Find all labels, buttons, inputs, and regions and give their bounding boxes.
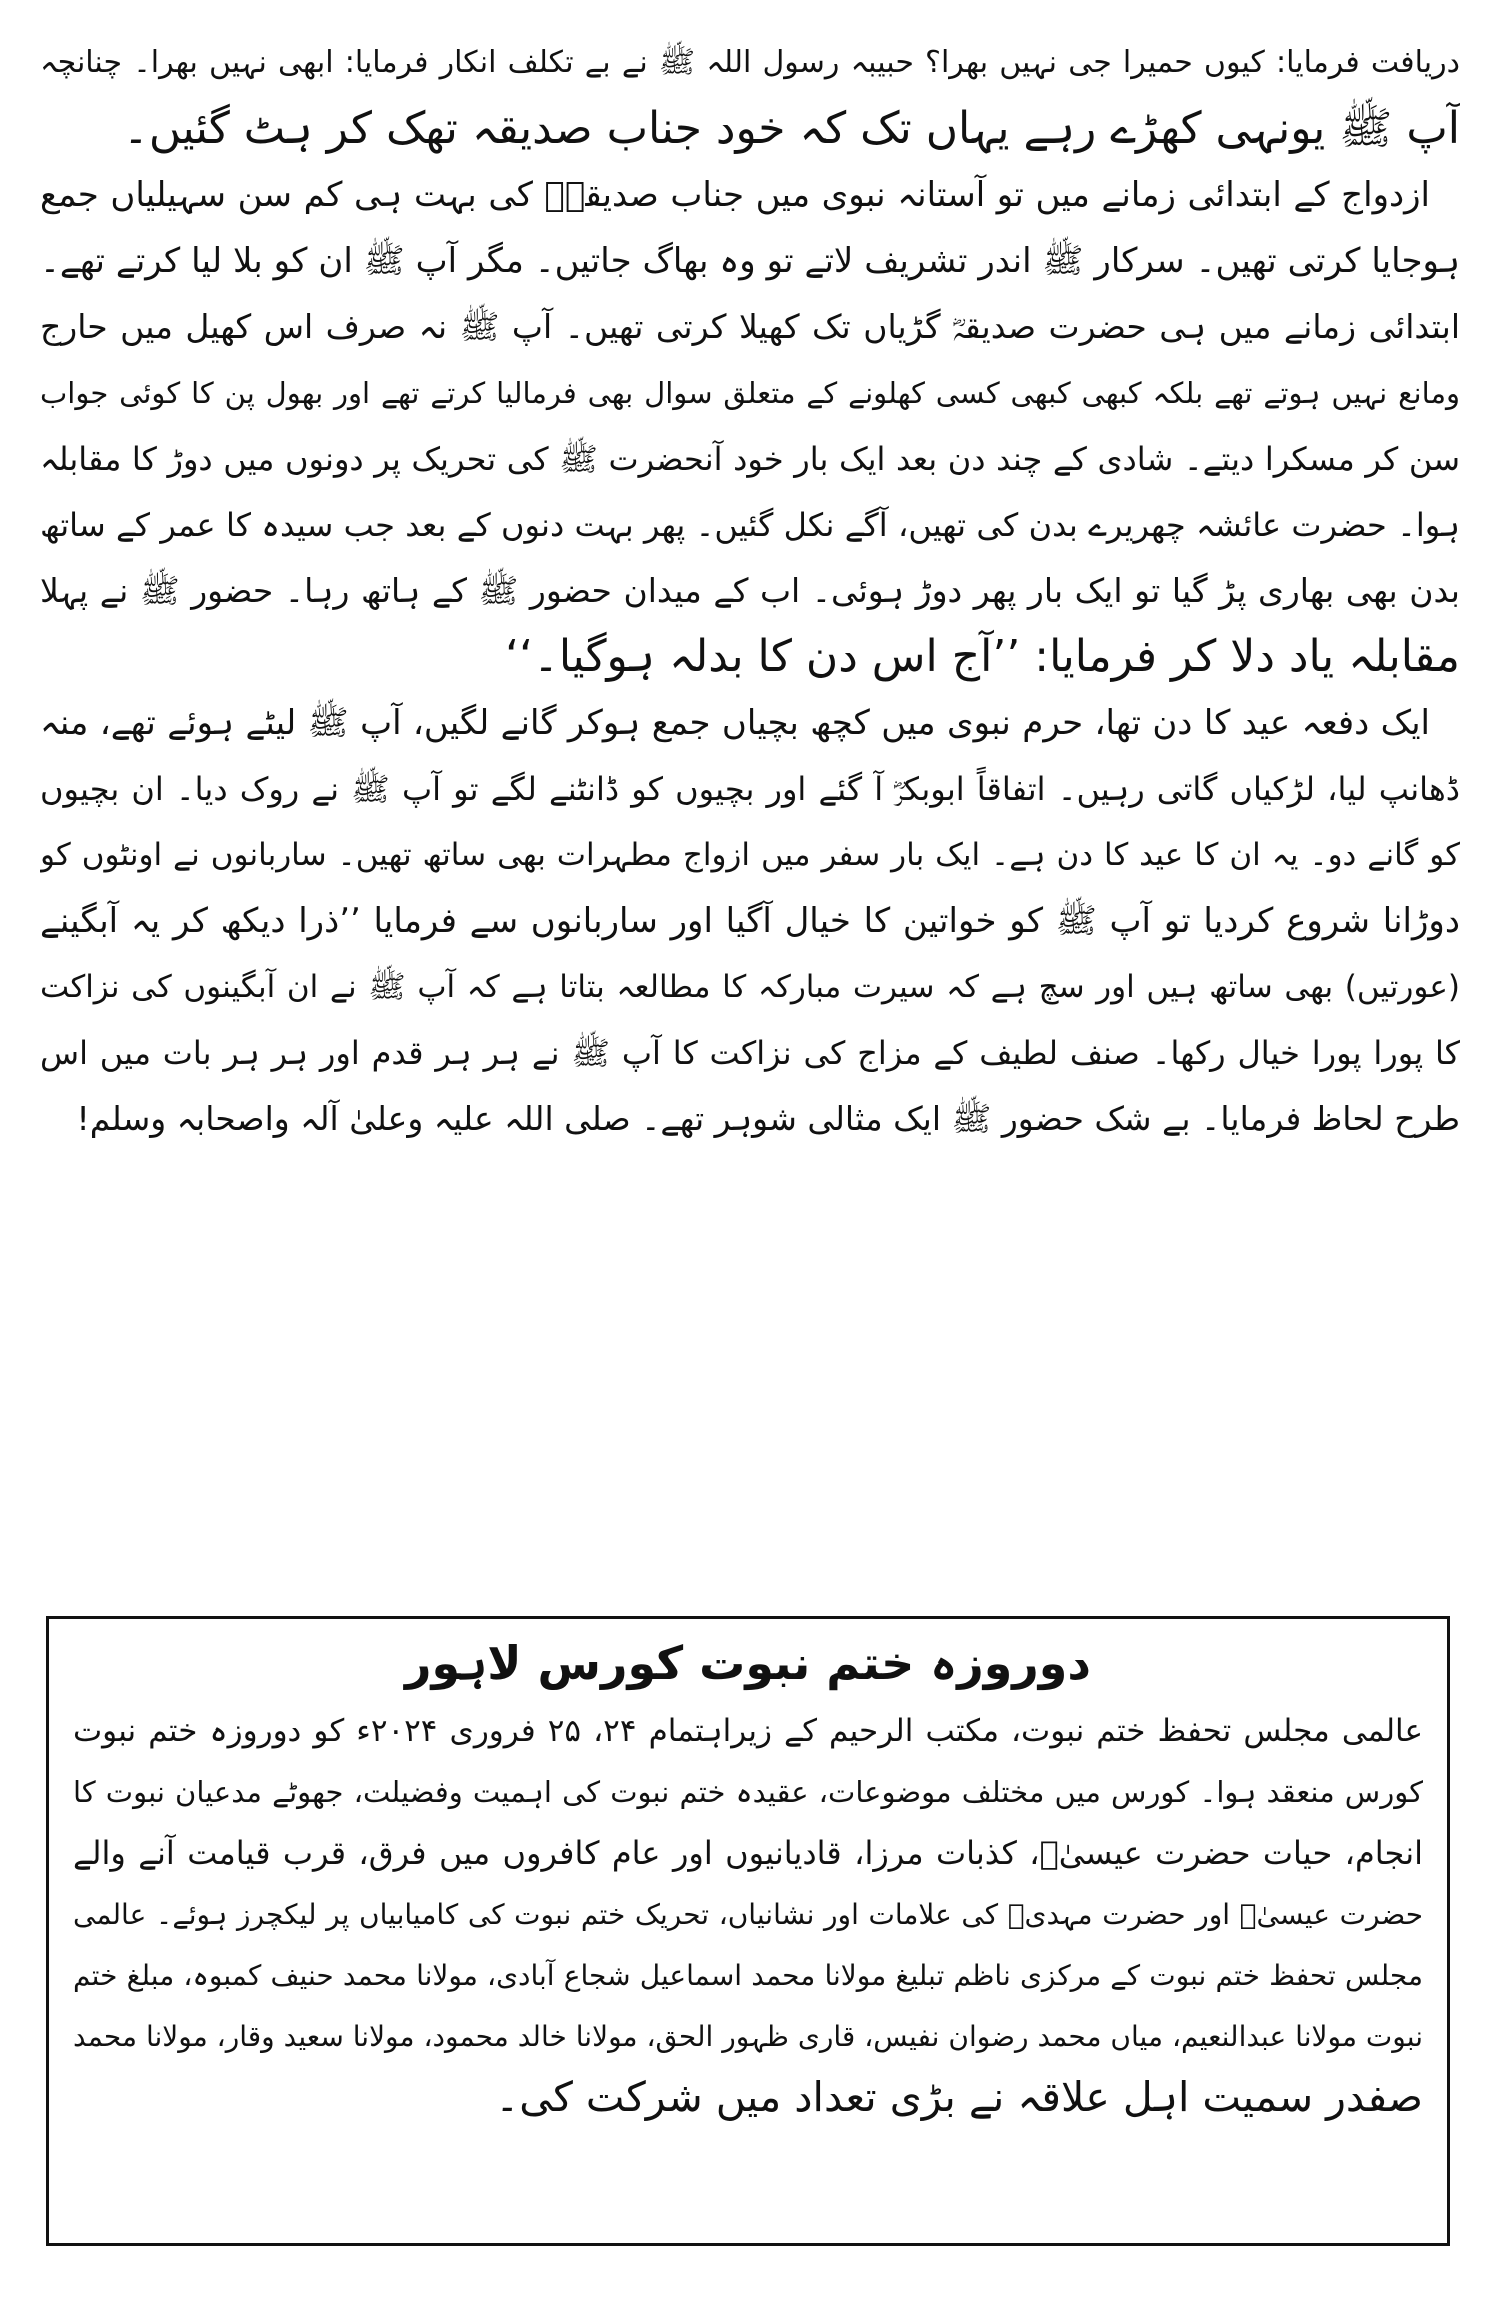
page bbox=[40, 30, 1460, 2270]
text-line: آپ ﷺ یونہی کھڑے رہے یہاں تک کہ خود جناب صدیقہ تھک کر ہٹ گئیں۔ bbox=[123, 103, 1460, 154]
text-line: ڈھانپ لیا، لڑکیاں گاتی رہیں۔ اتفاقاً ابوبکرؓ آ گئے اور بچیوں کو ڈانٹنے لگے تو آپ ﷺ نے روک دیا۔ ان بچیوں bbox=[40, 770, 1460, 808]
text-line: کا پورا پورا خیال رکھا۔ صنف لطیف کے مزاج کی نزاکت کا آپ ﷺ نے ہر ہر قدم اور ہر ہر بات میں اس bbox=[40, 1034, 1460, 1072]
text-line: دوڑانا شروع کردیا تو آپ ﷺ کو خواتین کا خیال آگیا اور ساربانوں سے فرمایا ’’ذرا دیکھ کر یہ آبگینے bbox=[40, 901, 1460, 941]
text-line: ہوا۔ حضرت عائشہ چھریرے بدن کی تھیں، آگے نکل گئیں۔ پھر بہت دنوں کے بعد جب سیدہ کا عمر کے ساتھ bbox=[40, 506, 1460, 544]
notice-line: مجلس تحفظ ختم نبوت کے مرکزی ناظم تبلیغ مولانا محمد اسماعیل شجاع آبادی، مولانا محمد حنیف کمبوہ، مبلغ ختم bbox=[73, 1959, 1423, 1992]
text-line: ہوجایا کرتی تھیں۔ سرکار ﷺ اندر تشریف لاتے تو وہ بھاگ جاتیں۔ مگر آپ ﷺ ان کو بلا لیا کرتے تھے۔ bbox=[40, 241, 1460, 281]
notice-line: انجام، حیات حضرت عیسیٰؑ، کذبات مرزا، قادیانیوں اور عام کافروں میں فرق، قرب قیامت آنے والے bbox=[73, 1834, 1423, 1872]
notice-box bbox=[46, 1616, 1450, 2246]
notice-line: حضرت عیسیٰؑ اور حضرت مہدیؓ کی علامات اور نشانیاں، تحریک ختم نبوت کی کامیابیاں پر لیکچرز ہوئے۔ عالمی bbox=[73, 1898, 1423, 1931]
notice-line: کورس منعقد ہوا۔ کورس میں مختلف موضوعات، عقیدہ ختم نبوت کی اہمیت وفضیلت، جھوٹے مدعیان نبوت کا bbox=[73, 1775, 1423, 1809]
notice-line: نبوت مولانا عبدالنعیم، میاں محمد رضوان نفیس، قاری ظہور الحق، مولانا خالد محمود، مولانا سعید وقار، مولانا محمد bbox=[73, 2020, 1423, 2053]
text-line: ازدواج کے ابتدائی زمانے میں تو آستانہ نبوی میں جناب صدیقہؓ کی بہت ہی کم سن سہیلیاں جمع bbox=[40, 175, 1430, 215]
text-line: طرح لحاظ فرمایا۔ بے شک حضور ﷺ ایک مثالی شوہر تھے۔ صلی اللہ علیہ وعلیٰ آلہ واصحابہ وسلم! bbox=[76, 1099, 1460, 1138]
notice-title: دوروزہ ختم نبوت کورس لاہور bbox=[405, 1636, 1091, 1690]
text-line: ومانع نہیں ہوتے تھے بلکہ کبھی کبھی کسی کھلونے کے متعلق سوال بھی فرمالیا کرتے تھے اور بھول پن کا کوئی جواب bbox=[40, 376, 1460, 410]
text-line: سن کر مسکرا دیتے۔ شادی کے چند دن بعد ایک بار خود آنحضرت ﷺ کی تحریک پر دونوں میں دوڑ کا مقابلہ bbox=[40, 440, 1460, 478]
text-line: (عورتیں) بھی ساتھ ہیں اور سچ ہے کہ سیرت مبارکہ کا مطالعہ بتاتا ہے کہ آپ ﷺ نے ان آبگینوں کی نزاکت bbox=[40, 969, 1460, 1005]
text-line: ابتدائی زمانے میں ہی حضرت صدیقہؓ گڑیاں تک کھیلا کرتی تھیں۔ آپ ﷺ نہ صرف اس کھیل میں حارج bbox=[40, 307, 1460, 346]
text-line: کو گانے دو۔ یہ ان کا عید کا دن ہے۔ ایک بار سفر میں ازواج مطہرات بھی ساتھ تھیں۔ ساربانوں نے اونٹوں کو bbox=[40, 837, 1460, 873]
paragraph-1 bbox=[40, 30, 1460, 162]
text-line: مقابلہ یاد دلا کر فرمایا: ’’آج اس دن کا بدلہ ہوگیا۔‘‘ bbox=[505, 631, 1460, 682]
text-line: دریافت فرمایا: کیوں حمیرا جی نہیں بھرا؟ حبیبہ رسول اللہ ﷺ نے بے تکلف انکار فرمایا: ابھی نہیں بھرا۔ چنانچہ bbox=[40, 45, 1460, 80]
paragraph-3 bbox=[40, 690, 1460, 1152]
paragraph-2 bbox=[40, 162, 1460, 690]
notice-line: صفدر سمیت اہل علاقہ نے بڑی تعداد میں شرکت کی۔ bbox=[495, 2073, 1423, 2121]
text-line: بدن بھی بھاری پڑ گیا تو ایک بار پھر دوڑ ہوئی۔ اب کے میدان حضور ﷺ کے ہاتھ رہا۔ حضور ﷺ نے پہلا bbox=[40, 571, 1460, 610]
text-line: ایک دفعہ عید کا دن تھا، حرم نبوی میں کچھ بچیاں جمع ہوکر گانے لگیں، آپ ﷺ لیٹے ہوئے تھے، منہ bbox=[40, 703, 1430, 743]
notice-line: عالمی مجلس تحفظ ختم نبوت، مکتب الرحیم کے زیراہتمام ۲۴، ۲۵ فروری ۲۰۲۴ء کو دوروزہ ختم نبوت bbox=[73, 1713, 1423, 1749]
